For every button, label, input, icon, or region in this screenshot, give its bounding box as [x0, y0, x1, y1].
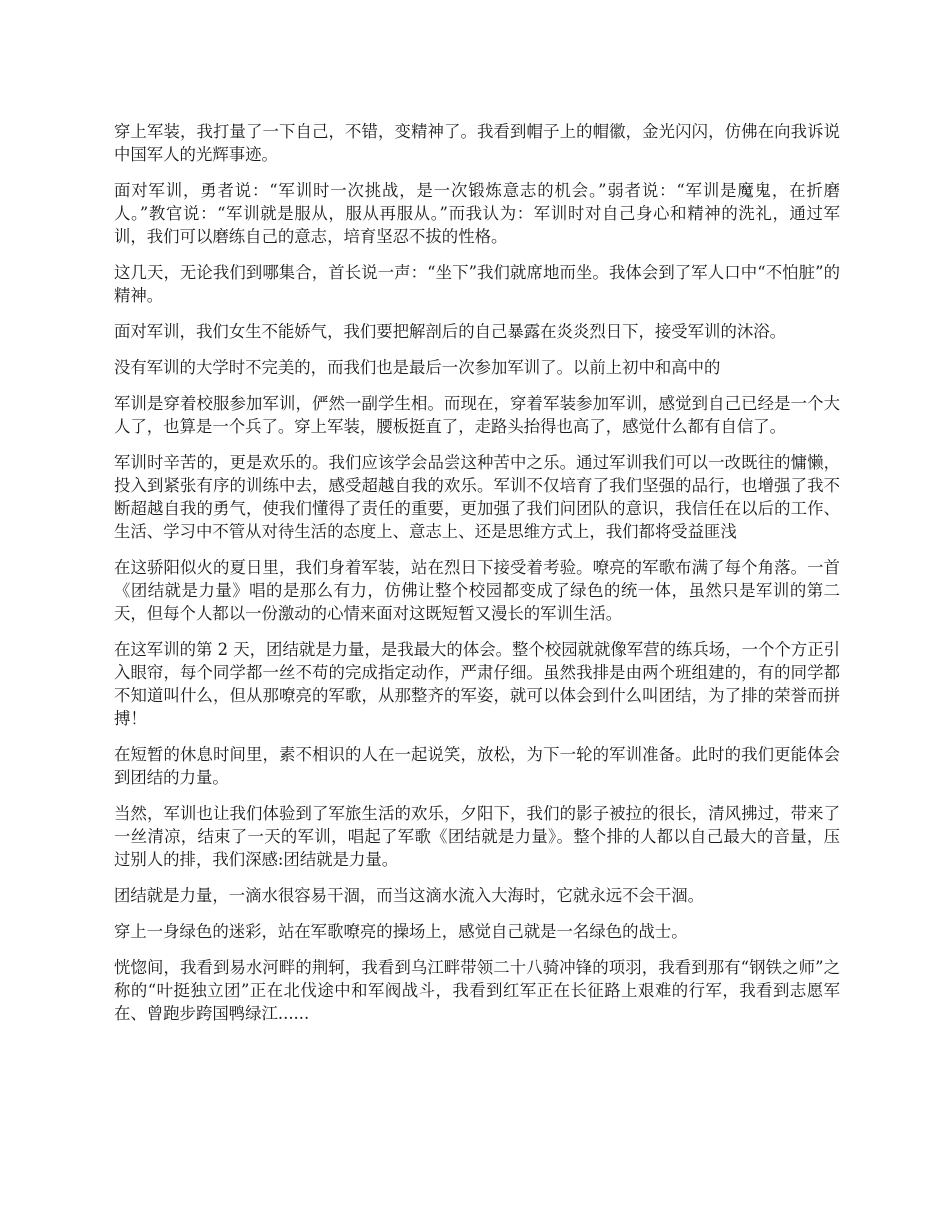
paragraph-3: 这几天，无论我们到哪集合，首长说一声：“坐下”我们就席地而坐。我体会到了军人口中“不怕脏”的精神。	[114, 263, 840, 305]
paragraph-5: 没有军训的大学时不完美的，而我们也是最后一次参加军训了。以前上初中和高中的	[114, 358, 721, 377]
paragraph-2: 面对军训，勇者说：“军训时一次挑战，是一次锻炼意志的机会。”弱者说：“军训是魔鬼，在折磨人。”教官说：“军训就是服从，服从再服从。”而我认为：军训时对自己身心和精神的洗礼，通过军训，我们可以磨练自己的意志，培育坚忍不拔的性格。	[114, 181, 840, 246]
paragraph-14: 恍惚间，我看到易水河畔的荆轲，我看到乌江畔带领二十八骑冲锋的项羽，我看到那有“钢铁之师”之称的“叶挺独立团”正在北伐途中和军阀战斗，我看到红军正在长征路上艰难的行军，我看到志愿军在、曾跑步跨国鸭绿江......	[114, 958, 840, 1023]
paragraph-12: 团结就是力量，一滴水很容易干涸，而当这滴水流入大海时，它就永远不会干涸。	[114, 886, 705, 905]
paragraph-9: 在这军训的第 2 天，团结就是力量，是我最大的体会。整个校园就就像军营的练兵场，一个个方正引入眼帘，每个同学都一丝不苟的完成指定动作，严肃仔细。虽然我排是由两个班组建的，有的同学都不知道叫什么，但从那嘹亮的军歌，从那整齐的军姿，就可以体会到什么叫团结，为了排的荣誉而拼搏！	[114, 640, 840, 728]
document-body	[114, 120, 840, 1038]
paragraph-4: 面对军训，我们女生不能娇气，我们要把解剖后的自己暴露在炎炎烈日下，接受军训的沐浴。	[114, 322, 787, 341]
paragraph-11: 当然，军训也让我们体验到了军旅生活的欢乐，夕阳下，我们的影子被拉的很长，清风拂过，带来了一丝清凉，结束了一天的军训，唱起了军歌《团结就是力量》。整个排的人都以自己最大的音量，压过别人的排，我们深感:团结就是力量。	[114, 804, 840, 869]
paragraph-6: 军训是穿着校服参加军训，俨然一副学生相。而现在，穿着军装参加军训，感觉到自己已经是一个大人了，也算是一个兵了。穿上军装，腰板挺直了，走路头抬得也高了，感觉什么都有自信了。	[114, 394, 840, 436]
paragraph-10: 在短暂的休息时间里，素不相识的人在一起说笑，放松，为下一轮的军训准备。此时的我们更能体会到团结的力量。	[114, 745, 840, 787]
paragraph-8: 在这骄阳似火的夏日里，我们身着军装，站在烈日下接受着考验。嘹亮的军歌布满了每个角落。一首《团结就是力量》唱的是那么有力，仿佛让整个校园都变成了绿色的统一体，虽然只是军训的第二天，但每个人都以一份激动的心情来面对这既短暂又漫长的军训生活。	[114, 558, 840, 623]
paragraph-7: 军训时辛苦的，更是欢乐的。我们应该学会品尝这种苦中之乐。通过军训我们可以一改既往的慵懒，投入到紧张有序的训练中去，感受超越自我的欢乐。军训不仅培育了我们坚强的品行，也增强了我不断超越自我的勇气，使我们懂得了责任的重要，更加强了我们问团队的意识，我信任在以后的工作、生活、学习中不管从对待生活的态度上、意志上、还是思维方式上，我们都将受益匪浅	[114, 453, 840, 541]
paragraph-1: 穿上军装，我打量了一下自己，不错，变精神了。我看到帽子上的帽徽，金光闪闪，仿佛在向我诉说中国军人的光辉事迹。	[114, 122, 840, 164]
paragraph-13: 穿上一身绿色的迷彩，站在军歌嘹亮的操场上，感觉自己就是一名绿色的战士。	[114, 922, 688, 941]
